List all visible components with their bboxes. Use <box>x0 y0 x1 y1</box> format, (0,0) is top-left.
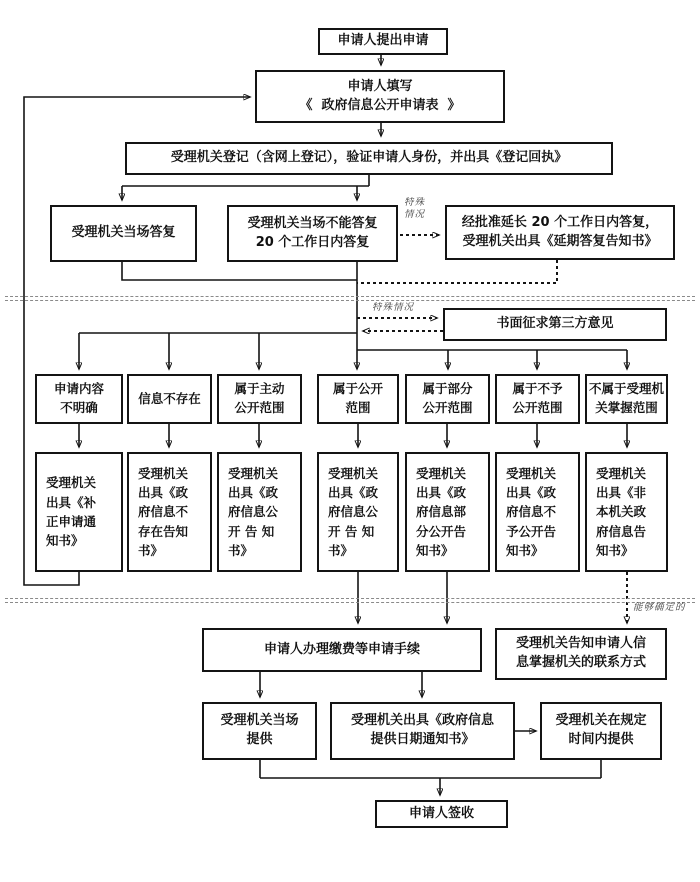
node-label: 受理机关 <box>416 465 467 481</box>
node-res-refuse <box>495 452 580 572</box>
node-label: 公开范围 <box>234 400 285 415</box>
node-label: 息掌握机关的联系方式 <box>515 655 646 670</box>
node-label: 府信息不 <box>138 504 189 520</box>
node-label: 属于公开 <box>332 381 383 397</box>
node-sign <box>375 800 508 828</box>
node-label: 不明确 <box>60 400 98 415</box>
node-cond-public <box>317 374 399 424</box>
node-label: 受理机关出具《延期答复告知书》 <box>462 233 658 249</box>
node-provide-onspot <box>202 702 317 760</box>
node-label: 存在告知 <box>138 523 189 539</box>
node-label: 信息不存在 <box>138 390 201 406</box>
node-label: 知书》 <box>506 543 544 559</box>
node-label: 书面征求第三方意见 <box>496 316 614 332</box>
node-provide-in-time <box>540 702 662 760</box>
node-label: 书》 <box>138 543 164 559</box>
node-register <box>125 142 613 175</box>
node-label: 申请人签收 <box>408 805 474 821</box>
node-label: 府信息不 <box>506 504 557 520</box>
node-reply-20days <box>227 205 398 262</box>
node-cond-unclear <box>35 374 123 424</box>
node-label: 知书》 <box>46 533 84 549</box>
node-label: 受理机关 <box>46 475 97 491</box>
node-label: 提供日期通知书》 <box>370 732 475 747</box>
node-label: 属于主动 <box>234 381 285 397</box>
node-label: 申请人提出申请 <box>337 33 429 49</box>
node-pay <box>202 628 482 672</box>
node-res-public-2 <box>317 452 399 572</box>
node-cond-proactive <box>217 374 302 424</box>
node-label: 关掌握范围 <box>595 400 658 415</box>
node-label: 出具《政 <box>138 484 189 500</box>
node-label: 不属于受理机 <box>589 381 665 397</box>
node-label: 受理机关 <box>596 465 647 481</box>
node-res-not-exist <box>127 452 212 572</box>
node-label: 受理机关 <box>138 465 189 481</box>
node-label: 受理机关 <box>228 465 279 481</box>
node-reply-onspot <box>50 205 197 262</box>
node-label: 出具《政 <box>328 484 379 500</box>
node-label: 提供 <box>246 732 273 747</box>
node-label: 开 告 知 <box>228 523 275 539</box>
node-cond-refuse <box>495 374 580 424</box>
node-label: 申请人填写 <box>347 78 413 94</box>
edge-label-special-case-top: 特殊情况 <box>404 197 426 220</box>
node-cond-not-held <box>585 374 668 424</box>
node-label: 出具《政 <box>416 484 467 500</box>
node-label: 受理机关 <box>328 465 379 481</box>
node-label: 属于不予 <box>512 381 563 397</box>
edge-label-determinable: 能够确定的 <box>633 602 686 613</box>
section-divider-1 <box>5 296 695 301</box>
dashed-extend-return <box>357 260 557 283</box>
node-label: 正申请通 <box>46 514 97 529</box>
node-label: 受理机关告知申请人信 <box>515 636 646 652</box>
node-start <box>318 28 448 55</box>
node-res-supplement <box>35 452 123 572</box>
node-label: 出具《补 <box>46 494 97 510</box>
node-label: 属于部分 <box>422 381 473 397</box>
node-contact <box>495 628 667 680</box>
node-label: 经批准延长 20 个工作日内答复， <box>461 214 659 230</box>
node-label: 受理机关在规定 <box>555 713 647 729</box>
node-label: 出具《政 <box>506 484 557 500</box>
node-label: 受理机关登记（含网上登记），验证申请人身份，并出具《登记回执》 <box>170 150 568 166</box>
node-reply-extend <box>445 205 675 260</box>
node-label: 予公开告 <box>506 523 557 539</box>
node-label: 开 告 知 <box>328 523 375 539</box>
node-label: 知书》 <box>596 543 634 559</box>
node-label: 府信息公 <box>228 504 279 520</box>
node-res-partial <box>405 452 490 572</box>
edge-label-special-case-mid: 特殊情况 <box>372 302 415 313</box>
node-provide-date <box>330 702 515 760</box>
node-label: 书》 <box>228 543 254 559</box>
node-res-not-held <box>585 452 668 572</box>
node-label: 受理机关出具《政府信息 <box>350 713 494 729</box>
node-label: 《 政府信息公开申请表 》 <box>299 97 461 113</box>
node-label: 分公开告 <box>416 523 467 539</box>
node-label: 受理机关当场答复 <box>71 225 176 241</box>
node-cond-partial <box>405 374 490 424</box>
node-label: 书》 <box>328 543 354 559</box>
node-label: 公开范围 <box>512 400 563 415</box>
node-label: 申请内容 <box>53 381 104 397</box>
node-label: 申请人办理缴费等申请手续 <box>263 641 420 657</box>
node-fill-form <box>255 70 505 123</box>
node-label: 府信息公 <box>328 504 379 520</box>
node-label: 府信息部 <box>416 504 467 520</box>
node-third-party <box>443 308 667 341</box>
node-label: 时间内提供 <box>568 732 634 747</box>
node-label: 府信息告 <box>596 523 647 539</box>
node-cond-not-exist <box>127 374 212 424</box>
section-divider-2 <box>5 598 695 603</box>
node-label: 出具《政 <box>228 484 279 500</box>
node-res-public-1 <box>217 452 302 572</box>
node-label: 20 个工作日内答复 <box>255 234 370 250</box>
node-label: 受理机关当场不能答复 <box>247 215 378 231</box>
node-label: 本机关政 <box>596 504 647 520</box>
node-label: 受理机关 <box>506 465 557 481</box>
node-label: 出具《非 <box>596 484 647 500</box>
node-label: 知书》 <box>416 543 454 559</box>
node-label: 受理机关当场 <box>220 713 299 729</box>
node-label: 公开范围 <box>422 400 473 415</box>
node-label: 范围 <box>345 400 371 415</box>
